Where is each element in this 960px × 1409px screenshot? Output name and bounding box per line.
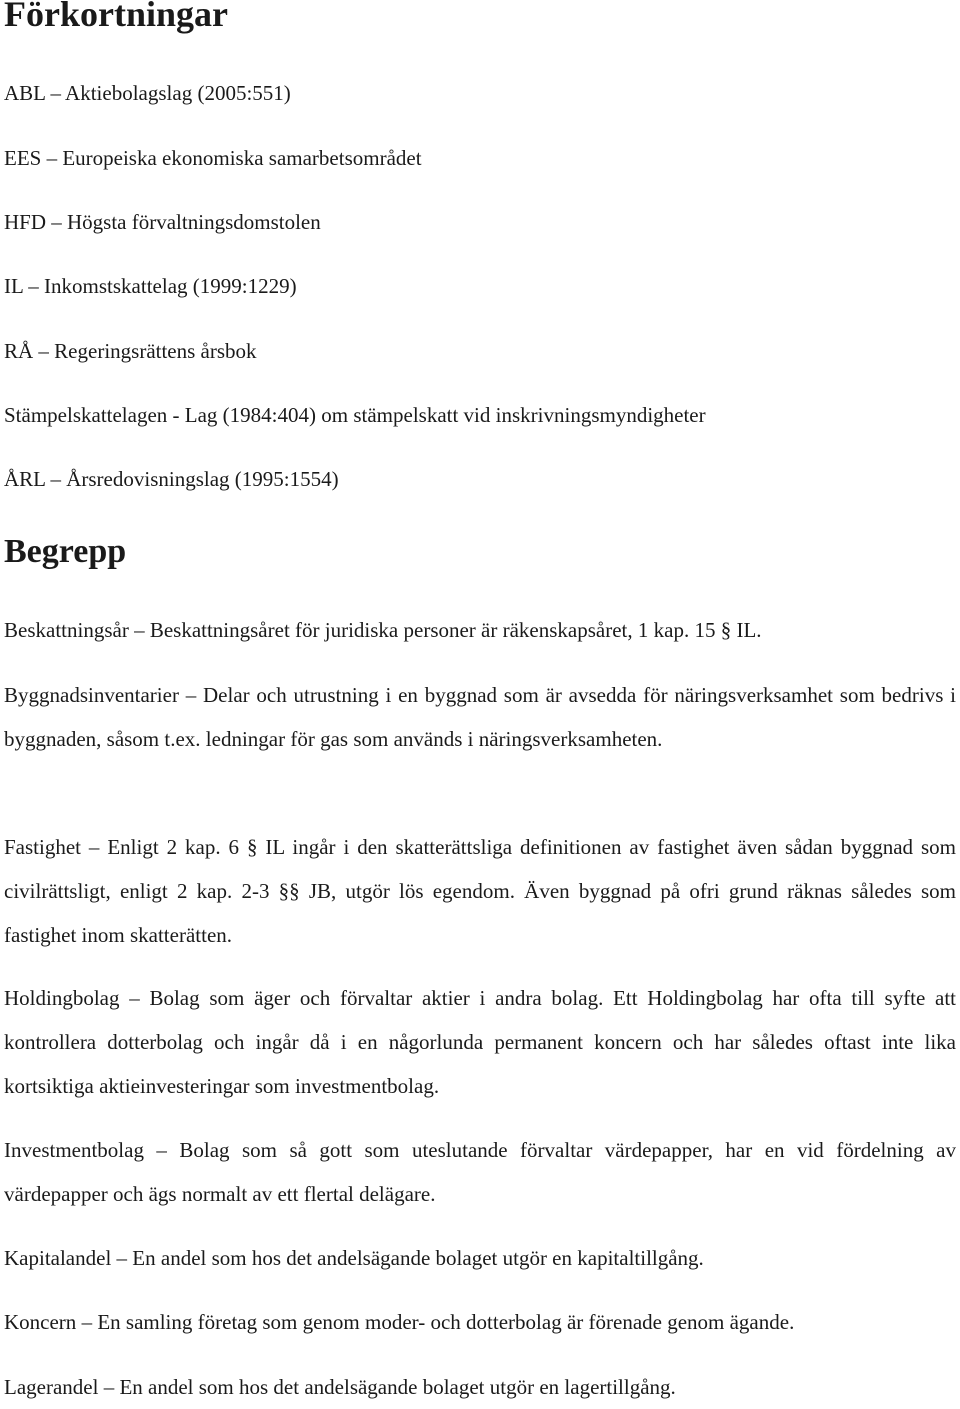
term-separator: – — [128, 618, 150, 642]
term-name: Byggnadsinventarier — [4, 683, 179, 707]
abbreviation-entry: HFD – Högsta förvaltningsdomstolen — [4, 210, 321, 234]
term-entry — [4, 673, 956, 761]
term-definition: Bolag som så gott som uteslutande förvaltar värdepapper, har en vid fördelning av värdepapper och ägs normalt av ett flertal delägare. — [4, 1138, 956, 1206]
term-name: Koncern — [4, 1310, 77, 1334]
term-definition: En andel som hos det andelsägande bolaget utgör en kapitaltillgång. — [132, 1246, 704, 1270]
term-name: Lagerandel — [4, 1375, 99, 1399]
term-definition: Enligt 2 kap. 6 § IL ingår i den skatterättsliga definitionen av fastighet även sådan byggnad som civilrättsligt, enligt 2 kap. 2-3 §§ JB, utgör lös egendom. Även byggnad på ofri grund räknas således som fastighet inom skatterätten. — [4, 835, 956, 947]
term-separator: – — [111, 1246, 133, 1270]
term-separator: – — [143, 1138, 180, 1162]
term-definition: Delar och utrustning i en byggnad som är avsedda för näringsverksamhet som bedrivs i byggnaden, såsom t.ex. ledningar för gas som används i näringsverksamheten. — [4, 683, 956, 751]
term-name: Holdingbolag — [4, 986, 120, 1010]
abbreviation-entry: ABL – Aktiebolagslag (2005:551) — [4, 81, 291, 105]
term-entry — [4, 608, 956, 652]
term-separator: – — [98, 1375, 120, 1399]
term-definition: En andel som hos det andelsägande bolaget utgör en lagertillgång. — [119, 1375, 676, 1399]
term-separator: – — [81, 835, 108, 859]
abbreviation-entry: EES – Europeiska ekonomiska samarbetsområdet — [4, 146, 422, 170]
term-separator: – — [119, 986, 150, 1010]
term-entry — [4, 976, 956, 1108]
term-separator: – — [76, 1310, 98, 1334]
abbreviation-entry: RÅ – Regeringsrättens årsbok — [4, 339, 257, 363]
abbreviation-entry: Stämpelskattelagen - Lag (1984:404) om stämpelskatt vid inskrivningsmyndigheter — [4, 403, 706, 427]
term-name: Beskattningsår — [4, 618, 129, 642]
abbreviation-entry: IL – Inkomstskattelag (1999:1229) — [4, 274, 297, 298]
abbreviations-heading: Förkortningar — [4, 0, 228, 34]
term-entry — [4, 825, 956, 957]
term-definition: Beskattningsåret för juridiska personer är räkenskapsåret, 1 kap. 15 § IL. — [149, 618, 762, 642]
term-entry — [4, 1236, 956, 1280]
term-entry — [4, 1365, 956, 1409]
term-definition: En samling företag som genom moder- och dotterbolag är förenade genom ägande. — [97, 1310, 795, 1334]
abbreviation-entry: ÅRL – Årsredovisningslag (1995:1554) — [4, 467, 339, 491]
term-entry — [4, 1300, 956, 1344]
term-name: Investmentbolag — [4, 1138, 144, 1162]
terms-heading: Begrepp — [4, 533, 127, 570]
term-entry — [4, 1128, 956, 1216]
term-name: Kapitalandel — [4, 1246, 112, 1270]
term-separator: – — [178, 683, 204, 707]
term-definition: Bolag som äger och förvaltar aktier i andra bolag. Ett Holdingbolag har ofta till syfte att kontrollera dotterbolag och ingår då i en någorlunda permanent koncern och har således oftast inte lika kortsiktiga aktieinvesteringar som investmentbolag. — [4, 986, 956, 1098]
term-name: Fastighet — [4, 835, 81, 859]
